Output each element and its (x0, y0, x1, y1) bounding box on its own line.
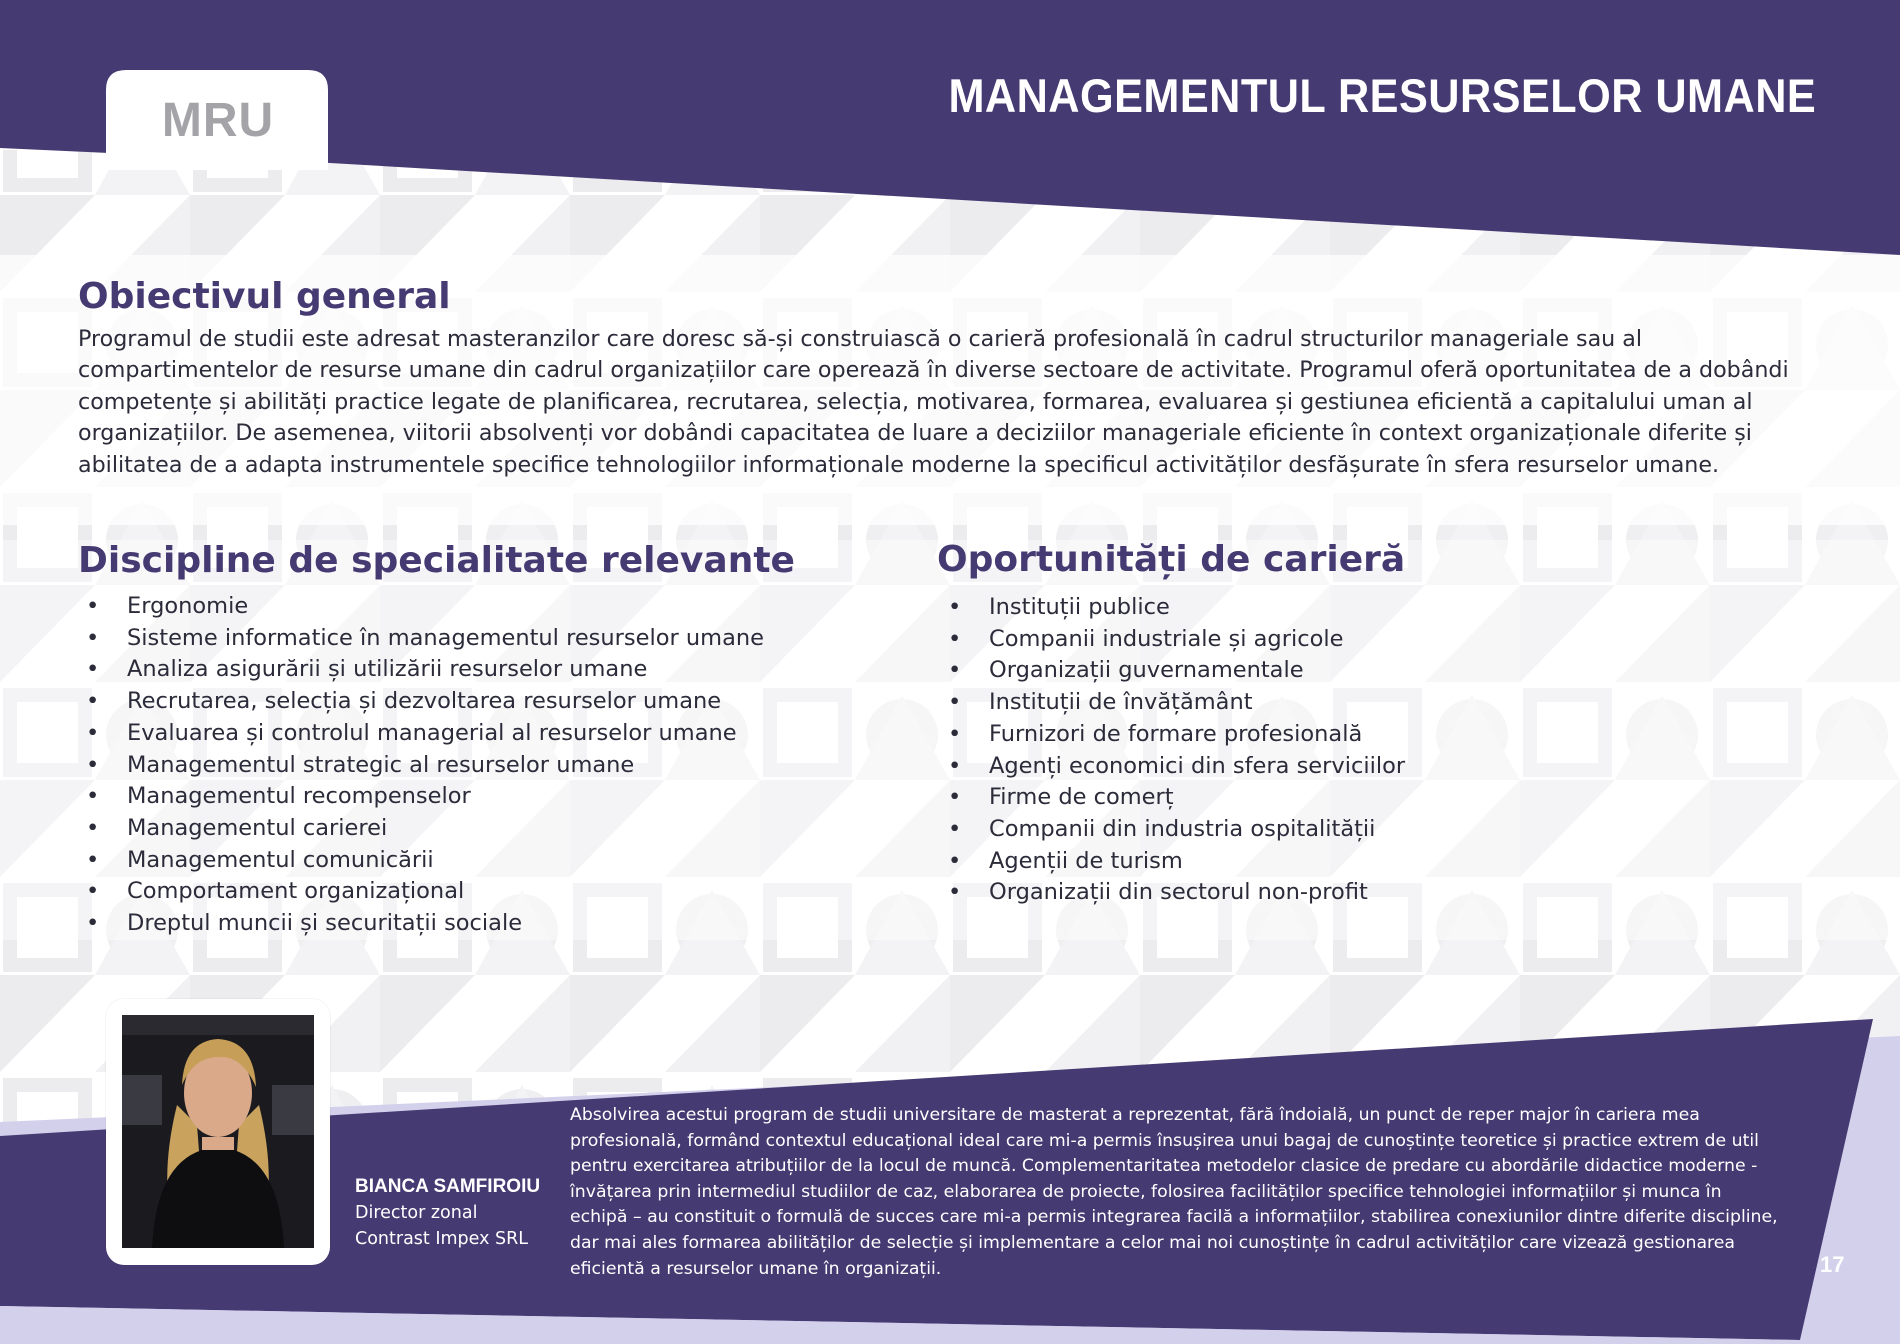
disciplines-list-item: • Ergonomie (78, 591, 764, 623)
careers-heading: Oportunități de carieră (937, 539, 1406, 580)
careers-list-item: • Agenții de turism (940, 846, 1405, 878)
careers-list-item: • Companii industriale și agricole (940, 624, 1405, 656)
testimonial-company: Contrast Impex SRL (355, 1229, 529, 1249)
careers-list-item: • Organizații guvernamentale (940, 655, 1405, 687)
disciplines-list-item: • Managementul strategic al resurselor umane (78, 750, 764, 782)
disciplines-list (78, 591, 764, 940)
careers-list-item: • Companii din industria ospitalității (940, 814, 1405, 846)
page-number: 17 (1820, 1252, 1845, 1277)
portrait-photo-icon (122, 1015, 314, 1248)
disciplines-list-item: • Managementul comunicării (78, 845, 764, 877)
disciplines-list-item: • Comportament organizațional (78, 876, 764, 908)
disciplines-heading: Discipline de specialitate relevante (78, 540, 795, 581)
careers-list-item: • Organizații din sectorul non-profit (940, 877, 1405, 909)
careers-list (940, 592, 1405, 909)
testimonial-photo-frame (106, 999, 330, 1265)
disciplines-list-item: • Managementul recompenselor (78, 781, 764, 813)
testimonial-quote: Absolvirea acestui program de studii universitare de masterat a reprezentat, fără îndoială, un punct de reper major în cariera mea profesională, formând contextul educațional ideal care mi-a permis însușirea unui bagaj de cunoștințe teoretice și practice extrem de util pentru exercitarea atribuțiilor de la locul de muncă. Complementaritatea metodelor clasice de predare cu abordările didactice moderne - învățarea prin intermediul studiilor de caz, elaborarea de proiecte, folosirea facilităților specifice tehnologiei informațiilor și munca în echipă – au constituit o formulă de succes care mi-a permis integrarea facilă a informațiilor, stabilirea conexiunilor dintre diferite discipline, dar mai ales formarea abilităților de selecție și implementare a celor mai noi cunoștințe în cadrul activităților care vizează gestionarea eficientă a resurselor umane în organizații. (570, 1105, 1778, 1279)
program-code-tab: MRU (161, 93, 275, 147)
careers-list-item: • Firme de comerț (940, 782, 1405, 814)
careers-list-item: • Agenți economici din sfera serviciilor (940, 751, 1405, 783)
disciplines-list-item: • Managementul carierei (78, 813, 764, 845)
disciplines-list-item: • Recrutarea, selecția și dezvoltarea resurselor umane (78, 686, 764, 718)
careers-list-item: • Furnizori de formare profesională (940, 719, 1405, 751)
careers-list-item: • Instituții de învățământ (940, 687, 1405, 719)
disciplines-list-item: • Analiza asigurării și utilizării resurselor umane (78, 654, 764, 686)
disciplines-list-item: • Dreptul muncii și securitații sociale (78, 908, 764, 940)
testimonial-role: Director zonal (355, 1203, 478, 1223)
page-title: MANAGEMENTUL RESURSELOR UMANE (948, 69, 1816, 122)
careers-list-item: • Instituții publice (940, 592, 1405, 624)
objective-text: Programul de studii este adresat masteranzilor care doresc să-și construiască o carieră profesională în cadrul structurilor manageriale sau al compartimentelor de resurse umane din cadrul organizațiilor care operează în diverse sectoare de activitate. Programul oferă oportunitatea de a dobândi competențe și abilități practice legate de planificarea, recrutarea, selecția, motivarea, formarea, evaluarea și gestiunea eficientă a capitalului uman al organizațiilor. De asemenea, viitorii absolvenți vor dobândi capacitatea de luare a deciziilor manageriale eficiente în context organizaționale diferite și abilitatea de a adapta instrumentele specifice tehnologiilor informaționale moderne la specificul activităților desfășurate în sfera resurselor umane. (78, 326, 1789, 478)
disciplines-list-item: • Sisteme informatice în managementul resurselor umane (78, 623, 764, 655)
disciplines-list-item: • Evaluarea și controlul managerial al resurselor umane (78, 718, 764, 750)
testimonial-name: BIANCA SAMFIROIU (355, 1176, 541, 1197)
objective-heading: Obiectivul general (78, 276, 451, 317)
